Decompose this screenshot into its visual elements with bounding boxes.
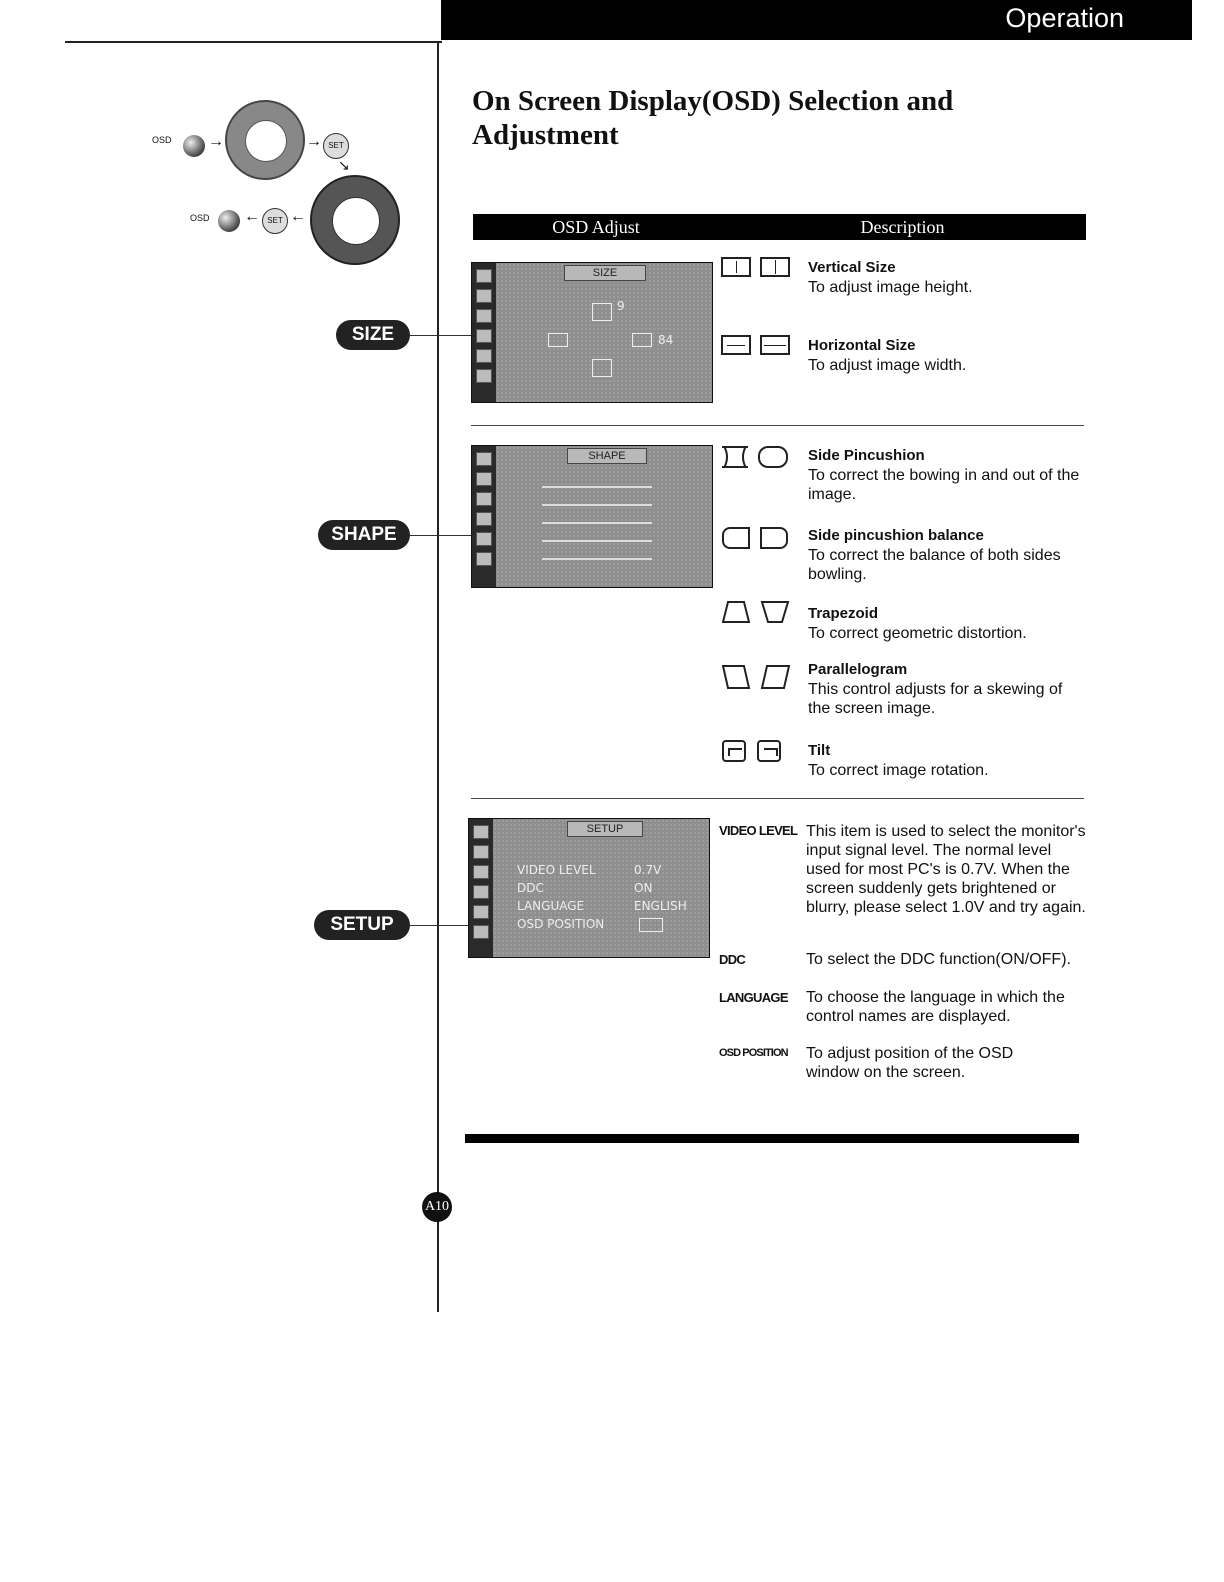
horizontal-size-increase-icon bbox=[760, 335, 790, 355]
leader-line bbox=[410, 535, 472, 536]
trapezoid-icon bbox=[722, 600, 792, 624]
item-name: LANGUAGE bbox=[719, 990, 788, 1005]
set-label: SET bbox=[267, 216, 283, 225]
item-description: This item is used to select the monitor's input signal level. The normal level used for most PC's is 0.7V. When the screen suddenly gets brightened or blurry, please select 1.0V and try again. bbox=[806, 823, 1086, 916]
item-description: To adjust image height. bbox=[808, 279, 973, 296]
set-button bbox=[262, 208, 288, 234]
osd-icon-strip bbox=[469, 819, 493, 957]
slider-track bbox=[542, 558, 652, 560]
item-description: To adjust image width. bbox=[808, 357, 967, 374]
vertical-size-icon bbox=[592, 303, 612, 321]
item-name: Side pincushion balance bbox=[808, 527, 984, 544]
osd-horizontal-value: 84 bbox=[658, 333, 674, 347]
osd-label: OSD bbox=[152, 135, 172, 145]
pincushion-balance-left-icon bbox=[722, 527, 750, 549]
slider-track bbox=[542, 522, 652, 524]
leader-line bbox=[410, 925, 472, 926]
osd-icon-strip bbox=[472, 263, 496, 402]
vertical-size-decrease-icon bbox=[721, 257, 751, 277]
vertical-size-icon bbox=[592, 359, 612, 377]
osd-row-value: ENGLISH bbox=[634, 899, 687, 913]
item-name: Parallelogram bbox=[808, 661, 908, 678]
table-header-description: Description bbox=[719, 214, 1086, 240]
osd-icon-strip bbox=[472, 446, 496, 587]
osd-title: SHAPE bbox=[567, 448, 647, 464]
section-title: Operation bbox=[1005, 3, 1124, 33]
setup-badge: SETUP bbox=[314, 910, 410, 940]
horizontal-size-decrease-icon bbox=[721, 335, 751, 355]
tilt-right-icon bbox=[757, 740, 781, 762]
horizontal-size-icon bbox=[632, 333, 652, 347]
item-name: Trapezoid bbox=[808, 605, 879, 622]
item-name: Horizontal Size bbox=[808, 337, 916, 354]
horizontal-size-icon bbox=[548, 333, 568, 347]
bottom-rule bbox=[465, 1134, 1079, 1143]
margin-rule bbox=[437, 42, 439, 1312]
osd-shape-menu bbox=[471, 445, 713, 588]
arrow-icon: ← bbox=[290, 208, 306, 225]
item-description: To correct image rotation. bbox=[808, 762, 989, 779]
osd-setup-menu bbox=[468, 818, 710, 958]
pincushion-in-icon bbox=[722, 446, 748, 468]
section-divider bbox=[471, 425, 1084, 426]
page-number: A10 bbox=[422, 1192, 452, 1222]
item-description: To select the DDC function(ON/OFF). bbox=[806, 951, 1071, 968]
slider-track bbox=[542, 540, 652, 542]
size-badge: SIZE bbox=[336, 320, 410, 350]
leader-line bbox=[410, 335, 472, 336]
vertical-size-increase-icon bbox=[760, 257, 790, 277]
item-description: To correct geometric distortion. bbox=[808, 625, 1027, 642]
tilt-left-icon bbox=[722, 740, 746, 762]
dpad-icon bbox=[225, 100, 305, 180]
item-description: To correct the balance of both sides bowling. bbox=[808, 547, 1061, 583]
button-sequence-diagram bbox=[140, 95, 430, 275]
slider-track bbox=[542, 504, 652, 506]
page-title: On Screen Display(OSD) Selection and Adjustment bbox=[472, 85, 954, 151]
slider-track bbox=[542, 486, 652, 488]
set-label: SET bbox=[328, 141, 344, 150]
item-description: To adjust position of the OSD window on the screen. bbox=[806, 1045, 1014, 1081]
dpad-icon bbox=[310, 175, 400, 265]
osd-row-value: ON bbox=[634, 881, 653, 895]
arrow-down-icon: ↘ bbox=[338, 157, 350, 173]
table-header-osd-adjust: OSD Adjust bbox=[473, 214, 719, 240]
item-description: This control adjusts for a skewing of the screen image. bbox=[808, 681, 1063, 717]
arrow-icon: ← bbox=[244, 208, 260, 225]
osd-position-icon bbox=[639, 918, 663, 932]
osd-vertical-value: 9 bbox=[617, 299, 625, 313]
item-name: Tilt bbox=[808, 742, 831, 759]
osd-row-label: LANGUAGE bbox=[517, 899, 585, 913]
osd-row-label: DDC bbox=[517, 881, 544, 895]
item-name: Vertical Size bbox=[808, 259, 896, 276]
shape-badge: SHAPE bbox=[318, 520, 410, 550]
set-button bbox=[323, 133, 349, 159]
arrow-icon: → bbox=[208, 133, 224, 150]
arrow-icon: → bbox=[306, 133, 322, 150]
parallelogram-icon bbox=[722, 664, 792, 690]
pincushion-balance-right-icon bbox=[760, 527, 788, 549]
osd-row-label: OSD POSITION bbox=[517, 917, 605, 931]
item-name: VIDEO LEVEL bbox=[719, 823, 798, 838]
osd-title: SIZE bbox=[564, 265, 646, 281]
section-divider bbox=[471, 798, 1084, 799]
top-rule bbox=[65, 41, 442, 43]
osd-row-value: 0.7V bbox=[634, 863, 662, 877]
osd-button bbox=[218, 210, 240, 232]
pincushion-out-icon bbox=[758, 446, 788, 468]
osd-row-label: VIDEO LEVEL bbox=[517, 863, 596, 877]
item-name: DDC bbox=[719, 952, 746, 967]
item-description: To correct the bowing in and out of the image. bbox=[808, 467, 1080, 503]
osd-size-menu bbox=[471, 262, 713, 403]
item-description: To choose the language in which the control names are displayed. bbox=[806, 989, 1065, 1025]
osd-label: OSD bbox=[190, 213, 210, 223]
item-name: OSD POSITION bbox=[719, 1047, 788, 1059]
item-name: Side Pincushion bbox=[808, 447, 925, 464]
osd-title: SETUP bbox=[567, 821, 643, 837]
osd-button bbox=[183, 135, 205, 157]
